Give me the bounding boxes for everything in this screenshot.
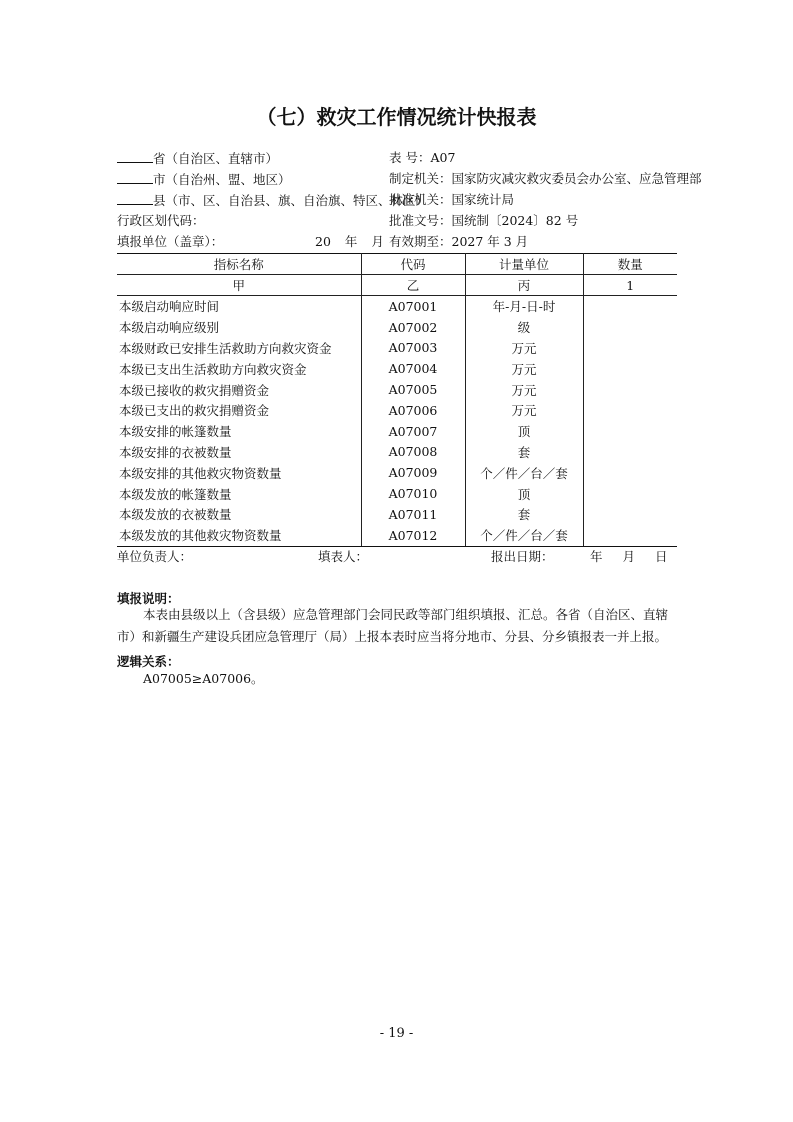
row-unit: 顶 (465, 421, 583, 442)
row-quantity-cell[interactable] (583, 338, 677, 359)
row-indicator-name: 本级发放的衣被数量 (119, 507, 232, 523)
row-indicator-name: 本级财政已安排生活救助方向救灾资金 (119, 340, 332, 356)
row-indicator-name: 本级安排的其他救灾物资数量 (119, 465, 282, 481)
table-row (117, 338, 677, 359)
table-row (117, 442, 677, 463)
row-indicator-name: 本级已接收的救灾捐赠资金 (119, 382, 270, 398)
table-row (117, 317, 677, 338)
row-indicator-name: 本级已支出生活救助方向救灾资金 (119, 361, 307, 377)
table-row (117, 525, 677, 546)
row-quantity-cell[interactable] (583, 379, 677, 400)
row-indicator-name: 本级安排的衣被数量 (119, 444, 232, 460)
statistics-table (117, 253, 677, 547)
meta-made-by: 制定机关：国家防灾减灾救灾委员会办公室、应急管理部 (389, 171, 702, 186)
row-code: A07012 (361, 525, 465, 546)
header-quantity: 数量 (583, 254, 677, 275)
logic-text: A07005≥A07006。 (143, 671, 264, 686)
table-row (117, 483, 677, 504)
row-unit: 个／件／台／套 (465, 525, 583, 546)
notes-heading: 填报说明： (117, 591, 180, 606)
row-unit: 万元 (465, 400, 583, 421)
meta-table-no: 表 号：A07 (389, 150, 456, 165)
meta-region-code: 行政区划代码： (117, 213, 205, 228)
logic-heading: 逻辑关系： (117, 654, 180, 669)
county-label: 县（市、区、自治县、旗、自治旗、特区、林区） (153, 193, 429, 208)
row-code: A07011 (361, 504, 465, 525)
table-row (117, 400, 677, 421)
table-row (117, 296, 677, 317)
preparer-label: 填表人： (318, 549, 369, 564)
row-code: A07007 (361, 421, 465, 442)
row-unit: 套 (465, 504, 583, 525)
row-code: A07001 (361, 296, 465, 317)
row-quantity-cell[interactable] (583, 358, 677, 379)
row-code: A07009 (361, 462, 465, 483)
row-code: A07006 (361, 400, 465, 421)
report-date-ymd: 年 月 日 (590, 549, 668, 564)
row-quantity-cell[interactable] (583, 483, 677, 504)
blank-line[interactable] (117, 193, 153, 205)
header-code: 代码 (361, 254, 465, 275)
table-row (117, 462, 677, 483)
province-label: 省（自治区、直辖市） (153, 151, 279, 166)
report-date-label: 报出日期： (491, 549, 554, 564)
row-indicator-name: 本级发放的帐篷数量 (119, 486, 232, 502)
meta-filler: 填报单位（盖章）： (117, 234, 224, 249)
row-code: A07010 (361, 483, 465, 504)
row-quantity-cell[interactable] (583, 400, 677, 421)
row-code: A07002 (361, 317, 465, 338)
row-code: A07004 (361, 358, 465, 379)
page-title: （七）救灾工作情况统计快报表 (256, 105, 537, 129)
row-code: A07008 (361, 442, 465, 463)
page-number: - 19 - (379, 1026, 414, 1041)
meta-province (117, 151, 278, 166)
row-unit: 万元 (465, 338, 583, 359)
table-row (117, 504, 677, 525)
row-code: A07003 (361, 338, 465, 359)
table-row (117, 358, 677, 379)
row-quantity-cell[interactable] (583, 421, 677, 442)
row-indicator-name: 本级已支出的救灾捐赠资金 (119, 403, 270, 419)
meta-year-month: 20 年 月 (315, 234, 384, 249)
header-unit: 计量单位 (465, 254, 583, 275)
row-unit: 顶 (465, 483, 583, 504)
row-quantity-cell[interactable] (583, 504, 677, 525)
row-code: A07005 (361, 379, 465, 400)
subheader-quantity: 1 (583, 275, 677, 296)
notes-text: 本表由县级以上（含县级）应急管理部门会同民政等部门组织填报、汇总。各省（自治区、直辖市）和新疆生产建设兵团应急管理厅（局）上报本表时应当将分地市、分县、分乡镇报表一并上报。 (117, 607, 669, 644)
city-label: 市（自治州、盟、地区） (153, 172, 291, 187)
row-quantity-cell[interactable] (583, 525, 677, 546)
row-indicator-name: 本级启动响应时间 (119, 299, 220, 315)
row-unit: 万元 (465, 379, 583, 400)
row-unit: 套 (465, 442, 583, 463)
table-row (117, 421, 677, 442)
row-quantity-cell[interactable] (583, 317, 677, 338)
row-unit: 万元 (465, 358, 583, 379)
table-header-row (117, 254, 677, 275)
row-quantity-cell[interactable] (583, 442, 677, 463)
meta-approved-by: 批准机关：国家统计局 (389, 192, 515, 207)
subheader-name: 甲 (117, 275, 361, 296)
responsible-label: 单位负责人： (117, 549, 193, 564)
row-indicator-name: 本级发放的其他救灾物资数量 (117, 525, 361, 546)
meta-city (117, 172, 291, 187)
subheader-code: 乙 (361, 275, 465, 296)
meta-valid-until: 有效期至：2027 年 3 月 (389, 234, 529, 249)
row-indicator-name: 本级安排的帐篷数量 (119, 424, 232, 440)
table-subheader-row (117, 275, 677, 296)
row-indicator-name: 本级启动响应级别 (119, 320, 220, 336)
table-row (117, 379, 677, 400)
subheader-unit: 丙 (465, 275, 583, 296)
meta-county (117, 193, 428, 208)
row-unit: 个／件／台／套 (465, 462, 583, 483)
row-quantity-cell[interactable] (583, 296, 677, 317)
row-unit: 级 (465, 317, 583, 338)
meta-approval-no: 批准文号：国统制〔2024〕82 号 (389, 213, 579, 228)
row-unit: 年-月-日-时 (465, 296, 583, 317)
header-name: 指标名称 (117, 254, 361, 275)
blank-line[interactable] (117, 151, 153, 163)
row-quantity-cell[interactable] (583, 462, 677, 483)
blank-line[interactable] (117, 172, 153, 184)
